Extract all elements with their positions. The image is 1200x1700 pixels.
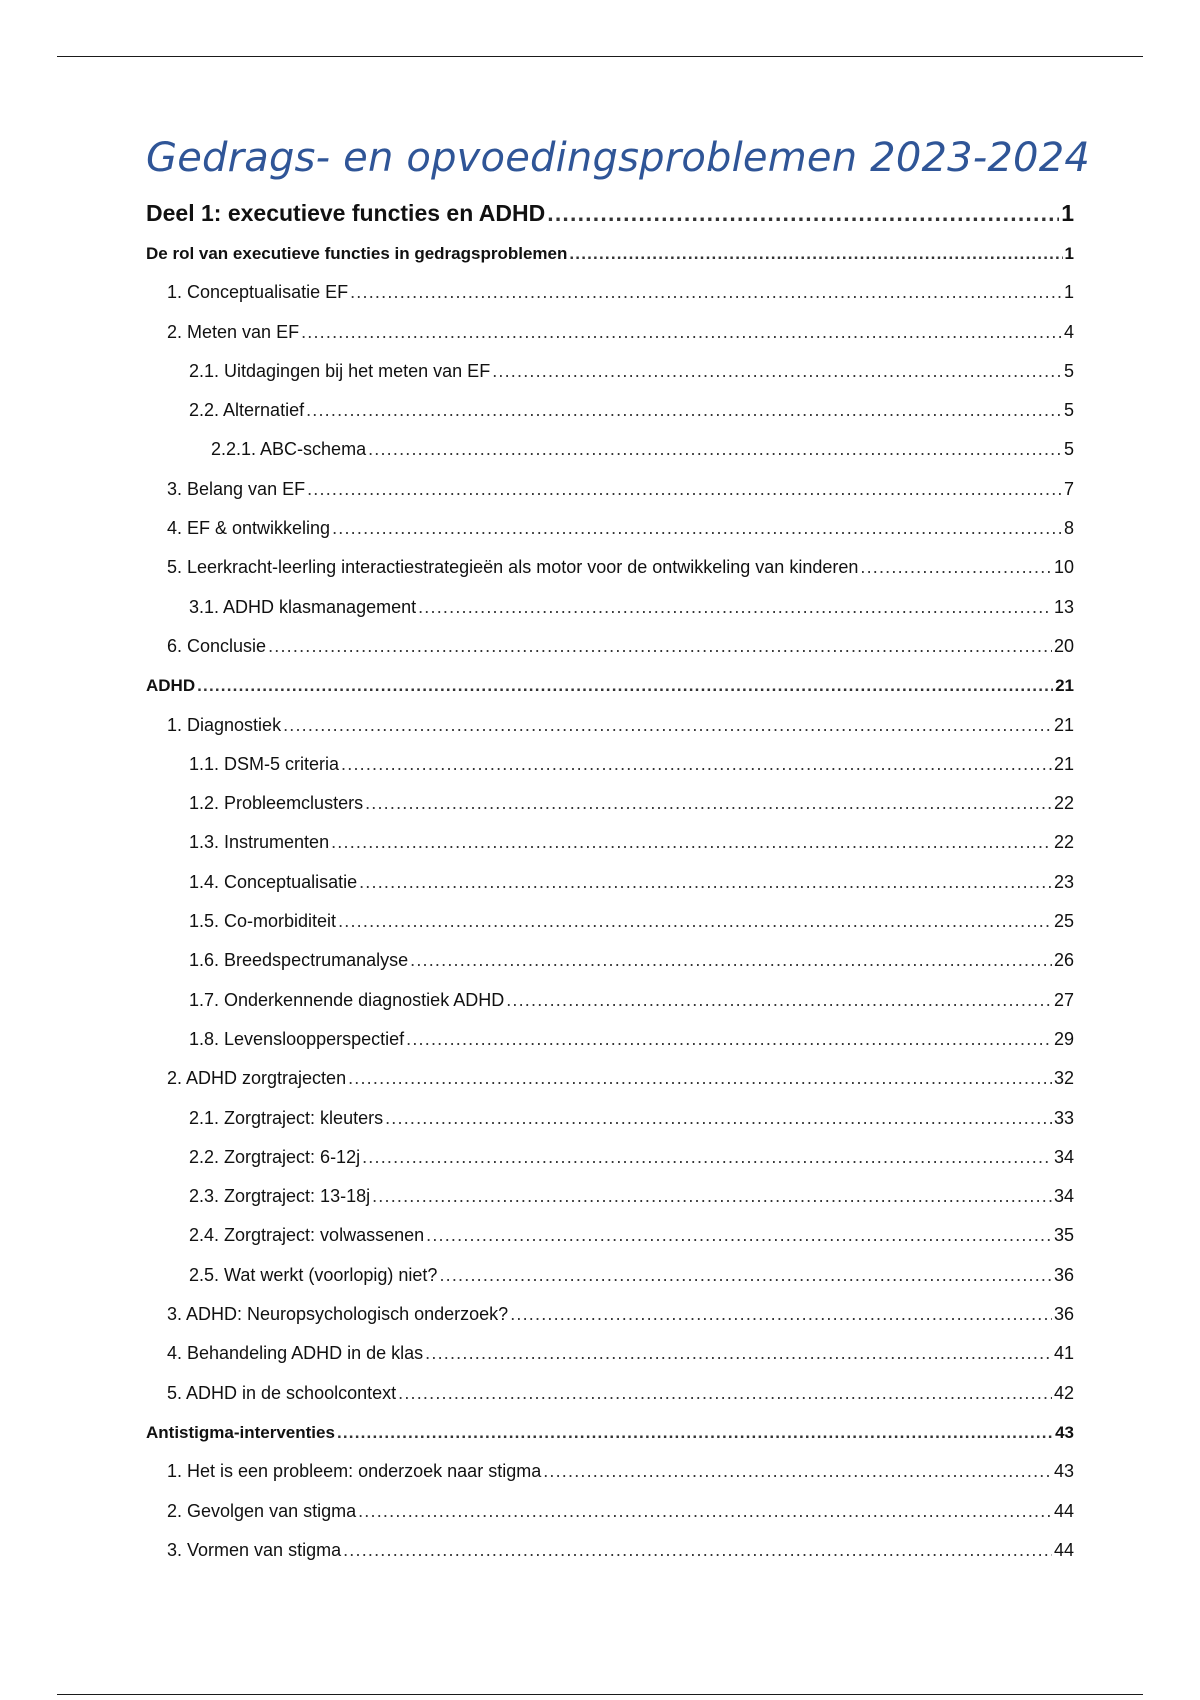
- toc-page-number: 1: [1061, 200, 1074, 226]
- toc-entry[interactable]: [146, 1452, 1074, 1491]
- toc-dot-leader: [365, 784, 1052, 823]
- toc-entry[interactable]: [146, 863, 1074, 902]
- toc-entry[interactable]: [146, 823, 1074, 862]
- toc-entry-title: Deel 1: executieve functies en ADHD: [146, 200, 546, 226]
- toc-entry[interactable]: [146, 391, 1074, 430]
- toc-entry[interactable]: [146, 509, 1074, 548]
- toc-entry[interactable]: [146, 430, 1074, 469]
- toc-page-number: 43: [1053, 1461, 1074, 1482]
- toc-entry[interactable]: [146, 627, 1074, 666]
- toc-entry-title: 3. Belang van EF: [167, 478, 306, 499]
- toc-dot-leader: [283, 706, 1052, 745]
- toc-entry-title: ADHD: [146, 676, 196, 696]
- toc-dot-leader: [418, 588, 1052, 627]
- toc-entry[interactable]: [146, 1531, 1074, 1570]
- table-of-contents: [146, 192, 1074, 1570]
- toc-page-number: 1: [1064, 244, 1074, 263]
- toc-entry[interactable]: [146, 981, 1074, 1020]
- toc-page-number: 20: [1053, 635, 1074, 656]
- toc-entry-title: 4. EF & ontwikkeling: [167, 518, 331, 539]
- toc-entry[interactable]: [146, 902, 1074, 941]
- toc-page-number: 7: [1063, 478, 1074, 499]
- toc-page-number: 10: [1053, 557, 1074, 578]
- document-title: Gedrags- en opvoedingsproblemen 2023-2024: [146, 135, 1091, 181]
- toc-dot-leader: [569, 234, 1062, 273]
- toc-page-number: 23: [1053, 871, 1074, 892]
- footer-rule: [57, 1694, 1143, 1695]
- toc-entry[interactable]: [146, 1295, 1074, 1334]
- toc-page-number: 22: [1053, 793, 1074, 814]
- toc-dot-leader: [385, 1099, 1052, 1138]
- toc-page-number: 41: [1053, 1343, 1074, 1364]
- toc-entry[interactable]: [146, 352, 1074, 391]
- toc-page-number: 4: [1063, 321, 1074, 342]
- toc-page-number: 36: [1053, 1304, 1074, 1325]
- toc-dot-leader: [307, 470, 1062, 509]
- toc-entry-title: 5. ADHD in de schoolcontext: [167, 1382, 397, 1403]
- toc-dot-leader: [372, 1177, 1052, 1216]
- toc-page-number: 22: [1053, 832, 1074, 853]
- toc-entry-title: 1.5. Co-morbiditeit: [189, 911, 337, 932]
- toc-entry-title: 1.1. DSM-5 criteria: [189, 753, 340, 774]
- toc-page-number: 33: [1053, 1107, 1074, 1128]
- toc-dot-leader: [398, 1374, 1052, 1413]
- toc-page-number: 5: [1063, 439, 1074, 460]
- toc-entry-title: 1. Diagnostiek: [167, 714, 282, 735]
- toc-entry[interactable]: [146, 1059, 1074, 1098]
- toc-entry[interactable]: [146, 470, 1074, 509]
- toc-dot-leader: [197, 666, 1053, 705]
- toc-dot-leader: [350, 273, 1062, 312]
- toc-page-number: 44: [1053, 1539, 1074, 1560]
- toc-page-number: 26: [1053, 950, 1074, 971]
- toc-page-number: 27: [1053, 989, 1074, 1010]
- toc-page-number: 36: [1053, 1264, 1074, 1285]
- toc-entry-title: 2.2.1. ABC-schema: [211, 439, 367, 460]
- toc-dot-leader: [439, 1256, 1052, 1295]
- toc-dot-leader: [331, 823, 1052, 862]
- toc-entry-title: 2.3. Zorgtraject: 13-18j: [189, 1186, 371, 1207]
- toc-dot-leader: [341, 745, 1052, 784]
- toc-dot-leader: [362, 1138, 1052, 1177]
- toc-entry-title: 2. Meten van EF: [167, 321, 300, 342]
- toc-dot-leader: [338, 902, 1052, 941]
- toc-entry-title: 6. Conclusie: [167, 635, 267, 656]
- toc-entry-title: 3.1. ADHD klasmanagement: [189, 596, 417, 617]
- toc-entry-title: 1.3. Instrumenten: [189, 832, 330, 853]
- toc-entry-title: 1.4. Conceptualisatie: [189, 871, 358, 892]
- toc-entry-title: 1.6. Breedspectrumanalyse: [189, 950, 409, 971]
- toc-page-number: 34: [1053, 1186, 1074, 1207]
- toc-dot-leader: [359, 863, 1052, 902]
- toc-entry[interactable]: [146, 1374, 1074, 1413]
- toc-entry[interactable]: [146, 941, 1074, 980]
- toc-page-number: 32: [1053, 1068, 1074, 1089]
- toc-dot-leader: [306, 391, 1062, 430]
- toc-entry[interactable]: [146, 1177, 1074, 1216]
- toc-entry-title: 1.8. Levensloopperspectief: [189, 1028, 405, 1049]
- toc-dot-leader: [343, 1531, 1052, 1570]
- toc-page-number: 42: [1053, 1382, 1074, 1403]
- toc-entry[interactable]: [146, 1099, 1074, 1138]
- toc-entry-title: 2.1. Uitdagingen bij het meten van EF: [189, 360, 491, 381]
- toc-entry[interactable]: [146, 706, 1074, 745]
- toc-page-number: 13: [1053, 596, 1074, 617]
- toc-page-number: 5: [1063, 360, 1074, 381]
- toc-entry[interactable]: [146, 273, 1074, 312]
- toc-dot-leader: [410, 941, 1052, 980]
- toc-entry[interactable]: [146, 548, 1074, 587]
- toc-entry-title: 1.2. Probleemclusters: [189, 793, 364, 814]
- toc-entry[interactable]: [146, 234, 1074, 273]
- toc-entry-title: 2.5. Wat werkt (voorlopig) niet?: [189, 1264, 438, 1285]
- toc-page-number: 8: [1063, 518, 1074, 539]
- toc-dot-leader: [337, 1413, 1053, 1452]
- toc-entry-title: 2.2. Alternatief: [189, 400, 305, 421]
- toc-entry-title: 2.4. Zorgtraject: volwassenen: [189, 1225, 425, 1246]
- toc-entry-title: De rol van executieve functies in gedragsproblemen: [146, 244, 568, 263]
- toc-page-number: 21: [1055, 676, 1074, 696]
- toc-dot-leader: [332, 509, 1062, 548]
- toc-entry-title: 2.2. Zorgtraject: 6-12j: [189, 1146, 361, 1167]
- toc-entry[interactable]: [146, 1334, 1074, 1373]
- toc-dot-leader: [368, 430, 1062, 469]
- toc-dot-leader: [406, 1020, 1052, 1059]
- toc-page-number: 21: [1053, 714, 1074, 735]
- toc-entry[interactable]: [146, 784, 1074, 823]
- toc-page-number: 44: [1053, 1500, 1074, 1521]
- toc-page-number: 34: [1053, 1146, 1074, 1167]
- toc-dot-leader: [492, 352, 1062, 391]
- toc-dot-leader: [425, 1334, 1052, 1373]
- toc-page-number: 25: [1053, 911, 1074, 932]
- toc-page-number: 35: [1053, 1225, 1074, 1246]
- toc-entry[interactable]: [146, 1492, 1074, 1531]
- toc-entry[interactable]: [146, 745, 1074, 784]
- toc-dot-leader: [860, 548, 1052, 587]
- toc-page-number: 29: [1053, 1028, 1074, 1049]
- toc-entry[interactable]: [146, 1020, 1074, 1059]
- toc-entry-title: 3. ADHD: Neuropsychologisch onderzoek?: [167, 1304, 509, 1325]
- toc-page-number: 43: [1055, 1422, 1074, 1442]
- toc-dot-leader: [348, 1059, 1052, 1098]
- toc-entry[interactable]: [146, 666, 1074, 705]
- toc-dot-leader: [547, 192, 1059, 234]
- toc-dot-leader: [426, 1216, 1052, 1255]
- toc-dot-leader: [510, 1295, 1052, 1334]
- toc-page-number: 21: [1053, 753, 1074, 774]
- toc-page-number: 1: [1063, 282, 1074, 303]
- toc-entry-title: 2. ADHD zorgtrajecten: [167, 1068, 347, 1089]
- toc-dot-leader: [506, 981, 1052, 1020]
- toc-dot-leader: [268, 627, 1052, 666]
- toc-entry-title: 1.7. Onderkennende diagnostiek ADHD: [189, 989, 505, 1010]
- toc-entry-title: 2. Gevolgen van stigma: [167, 1500, 357, 1521]
- toc-entry[interactable]: [146, 313, 1074, 352]
- toc-entry-title: 4. Behandeling ADHD in de klas: [167, 1343, 424, 1364]
- toc-entry-title: 3. Vormen van stigma: [167, 1539, 342, 1560]
- toc-entry-title: 2.1. Zorgtraject: kleuters: [189, 1107, 384, 1128]
- toc-entry[interactable]: [146, 588, 1074, 627]
- toc-entry[interactable]: [146, 192, 1074, 234]
- toc-entry[interactable]: [146, 1138, 1074, 1177]
- header-rule: [57, 56, 1143, 57]
- toc-entry-title: Antistigma-interventies: [146, 1422, 335, 1442]
- toc-entry[interactable]: [146, 1216, 1074, 1255]
- toc-entry-title: 1. Het is een probleem: onderzoek naar stigma: [167, 1461, 542, 1482]
- toc-dot-leader: [358, 1492, 1052, 1531]
- toc-entry-title: 5. Leerkracht-leerling interactiestrategieën als motor voor de ontwikkeling van kinderen: [167, 557, 859, 578]
- toc-dot-leader: [301, 313, 1062, 352]
- toc-dot-leader: [543, 1452, 1052, 1491]
- toc-entry[interactable]: [146, 1256, 1074, 1295]
- toc-entry-title: 1. Conceptualisatie EF: [167, 282, 349, 303]
- toc-entry[interactable]: [146, 1413, 1074, 1452]
- toc-page-number: 5: [1063, 400, 1074, 421]
